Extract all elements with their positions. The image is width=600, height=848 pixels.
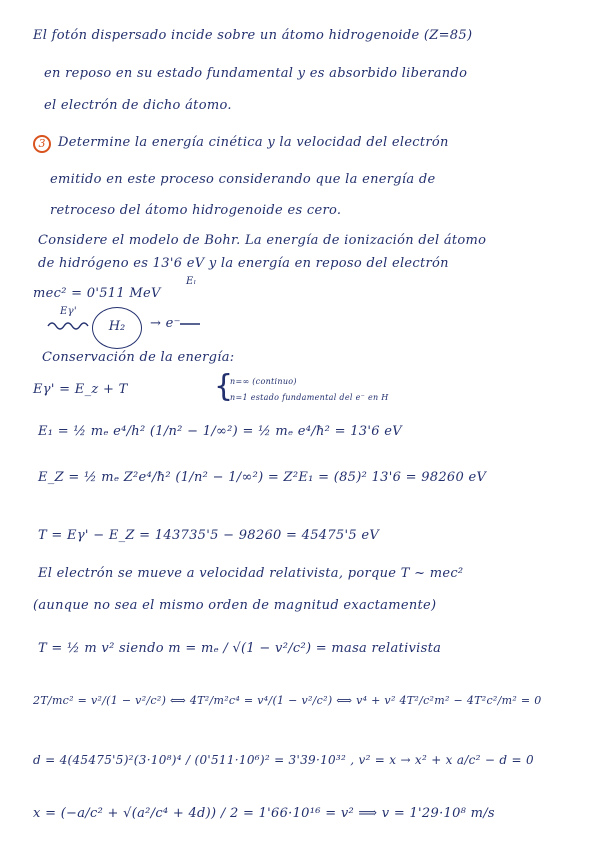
- problem-line-2: en reposo en su estado fundamental y es absorbido liberando: [44, 66, 468, 81]
- hydrogenoid-ionization-energy: E_Z = ½ mₑ Z²e⁴/ħ² (1/n² − 1/∞²) = Z²E₁ = (85)² 13'6 = 98260 eV: [38, 470, 487, 485]
- problem-line-8: de hidrógeno es 13'6 eV y la energía en reposo del electrón: [38, 256, 449, 271]
- electron-rest-energy: mec² = 0'511 MeV: [33, 286, 161, 301]
- coefficient-d: d = 4(45475'5)²(3·10⁸)⁴ / (0'511·10⁶)² = 3'39·10³² , v² = x → x² + x a/c² − d = 0: [33, 753, 534, 767]
- note-ground-state: n=1 estado fundamental del e⁻ en H: [230, 393, 389, 402]
- problem-line-7: Considere el modelo de Bohr. La energía de ionización del átomo: [38, 233, 487, 248]
- relativistic-note-line-1: El electrón se mueve a velocidad relativista, porque T ~ mec²: [38, 566, 464, 581]
- energy-balance-equation: Eγ' = E_z + T: [33, 382, 128, 397]
- hydrogen-ionization-energy: E₁ = ½ mₑ e⁴/h² (1/n² − 1/∞²) = ½ mₑ e⁴/ħ² = 13'6 eV: [38, 424, 402, 439]
- kinetic-energy-result: T = Eγ' − E_Z = 143735'5 − 98260 = 45475'5 eV: [38, 528, 380, 543]
- problem-line-5: emitido en este proceso considerando que la energía de: [50, 172, 436, 187]
- problem-line-6: retroceso del átomo hidrogenoide es cero.: [50, 203, 342, 218]
- note-continuum: n=∞ (continuo): [230, 377, 297, 386]
- problem-line-3: el electrón de dicho átomo.: [44, 98, 232, 113]
- relativistic-kinetic-energy: T = ½ m v² siendo m = mₑ / √(1 − v²/c²) = masa relativista: [38, 641, 442, 656]
- velocity-equation: 2T/mc² = v²/(1 − v²/c²) ⟺ 4T²/m²c⁴ = v⁴/(1 − v²/c²) ⟺ v⁴ + v² 4T²/c²m² − 4T²c²/m² = 0: [33, 694, 542, 707]
- velocity-result: x = (−a/c² + √(a²/c⁴ + 4d)) / 2 = 1'66·10¹⁶ = v² ⟹ v = 1'29·10⁸ m/s: [33, 806, 495, 821]
- photon-wave-icon: [48, 323, 88, 329]
- atom-circle: [92, 307, 142, 349]
- question-number-mark: 3: [33, 135, 51, 153]
- relativistic-note-line-2: (aunque no sea el mismo orden de magnitud exactamente): [33, 598, 437, 613]
- energy-subscript-note: Eₗ: [186, 276, 197, 287]
- problem-line-4: Determine la energía cinética y la velocidad del electrón: [58, 135, 449, 150]
- electron-emitted-label: → e⁻: [150, 316, 181, 331]
- brace-icon: {: [214, 369, 234, 404]
- atom-label: H₂: [108, 319, 126, 334]
- energy-conservation-heading: Conservación de la energía:: [42, 350, 235, 365]
- photon-label: Eγ': [60, 306, 77, 317]
- problem-line-1: El fotón dispersado incide sobre un átomo hidrogenoide (Z=85): [33, 28, 473, 43]
